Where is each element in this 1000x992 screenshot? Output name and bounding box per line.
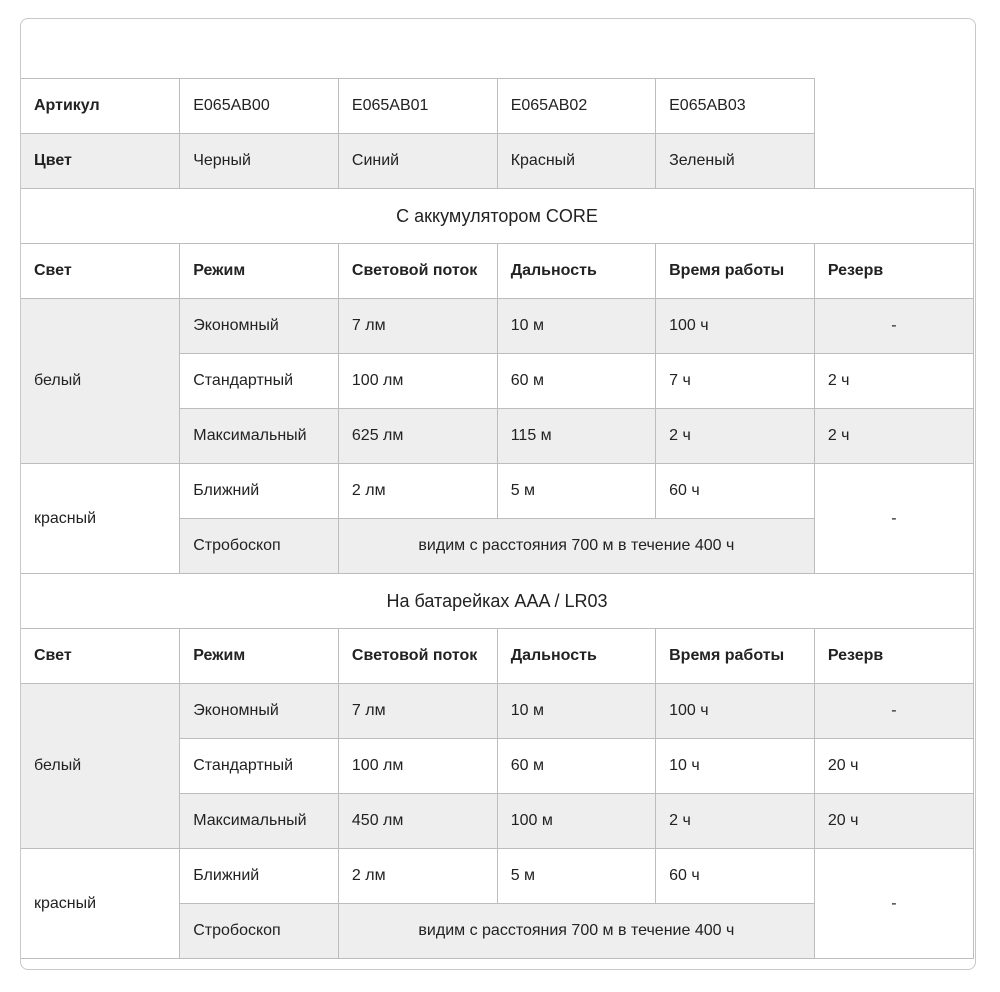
range-cell: 5 м [497, 849, 655, 904]
mode-cell: Максимальный [180, 409, 339, 464]
flux-cell: 2 лм [338, 464, 497, 519]
mode-cell: Стробоскоп [180, 904, 339, 959]
range-cell: 10 м [497, 684, 655, 739]
header-flux: Световой поток [338, 244, 497, 299]
header-light: Свет [21, 244, 180, 299]
section-title-row [21, 189, 974, 244]
range-cell: 100 м [497, 794, 655, 849]
reserve-cell: 2 ч [814, 354, 973, 409]
flux-cell: 7 лм [338, 299, 497, 354]
range-cell: 60 м [497, 739, 655, 794]
reserve-cell: 20 ч [814, 739, 973, 794]
table-row [21, 684, 974, 739]
flux-cell: 625 лм [338, 409, 497, 464]
reserve-cell: - [814, 464, 973, 574]
header-reserve: Резерв [814, 629, 973, 684]
table-row [21, 299, 974, 354]
header-reserve: Резерв [814, 244, 973, 299]
color-cell: Красный [497, 134, 655, 189]
spec-table-container [20, 18, 976, 970]
light-white: белый [21, 299, 180, 464]
article-label: Артикул [21, 79, 180, 134]
strobe-note: видим с расстояния 700 м в течение 400 ч [338, 904, 814, 959]
specifications-table [20, 78, 974, 959]
reserve-cell: - [814, 849, 973, 959]
section-title: С аккумулятором CORE [21, 189, 974, 244]
header-time: Время работы [656, 244, 815, 299]
color-label: Цвет [21, 134, 180, 189]
color-cell: Черный [180, 134, 339, 189]
time-cell: 60 ч [656, 849, 815, 904]
reserve-cell: 2 ч [814, 409, 973, 464]
header-row [21, 629, 974, 684]
time-cell: 2 ч [656, 409, 815, 464]
header-time: Время работы [656, 629, 815, 684]
range-cell: 5 м [497, 464, 655, 519]
color-cell: Синий [338, 134, 497, 189]
article-cell: E065AB00 [180, 79, 339, 134]
time-cell: 10 ч [656, 739, 815, 794]
strobe-note: видим с расстояния 700 м в течение 400 ч [338, 519, 814, 574]
article-row [21, 79, 974, 134]
article-cell: E065AB02 [497, 79, 655, 134]
flux-cell: 2 лм [338, 849, 497, 904]
header-row [21, 244, 974, 299]
article-cell: E065AB01 [338, 79, 497, 134]
mode-cell: Ближний [180, 464, 339, 519]
mode-cell: Экономный [180, 299, 339, 354]
reserve-cell: 20 ч [814, 794, 973, 849]
section-title: На батарейках AAA / LR03 [21, 574, 974, 629]
table-row [21, 849, 974, 904]
flux-cell: 450 лм [338, 794, 497, 849]
light-red: красный [21, 849, 180, 959]
light-red: красный [21, 464, 180, 574]
time-cell: 60 ч [656, 464, 815, 519]
range-cell: 115 м [497, 409, 655, 464]
flux-cell: 100 лм [338, 739, 497, 794]
color-cell: Зеленый [656, 134, 815, 189]
header-range: Дальность [497, 629, 655, 684]
header-range: Дальность [497, 244, 655, 299]
empty-cell [814, 79, 973, 189]
reserve-cell: - [814, 299, 973, 354]
article-cell: E065AB03 [656, 79, 815, 134]
light-white: белый [21, 684, 180, 849]
range-cell: 60 м [497, 354, 655, 409]
mode-cell: Стробоскоп [180, 519, 339, 574]
table-row [21, 464, 974, 519]
mode-cell: Ближний [180, 849, 339, 904]
header-mode: Режим [180, 244, 339, 299]
mode-cell: Стандартный [180, 354, 339, 409]
header-mode: Режим [180, 629, 339, 684]
section-title-row [21, 574, 974, 629]
time-cell: 100 ч [656, 684, 815, 739]
mode-cell: Экономный [180, 684, 339, 739]
flux-cell: 100 лм [338, 354, 497, 409]
time-cell: 7 ч [656, 354, 815, 409]
time-cell: 100 ч [656, 299, 815, 354]
mode-cell: Максимальный [180, 794, 339, 849]
reserve-cell: - [814, 684, 973, 739]
range-cell: 10 м [497, 299, 655, 354]
flux-cell: 7 лм [338, 684, 497, 739]
mode-cell: Стандартный [180, 739, 339, 794]
time-cell: 2 ч [656, 794, 815, 849]
header-light: Свет [21, 629, 180, 684]
header-flux: Световой поток [338, 629, 497, 684]
